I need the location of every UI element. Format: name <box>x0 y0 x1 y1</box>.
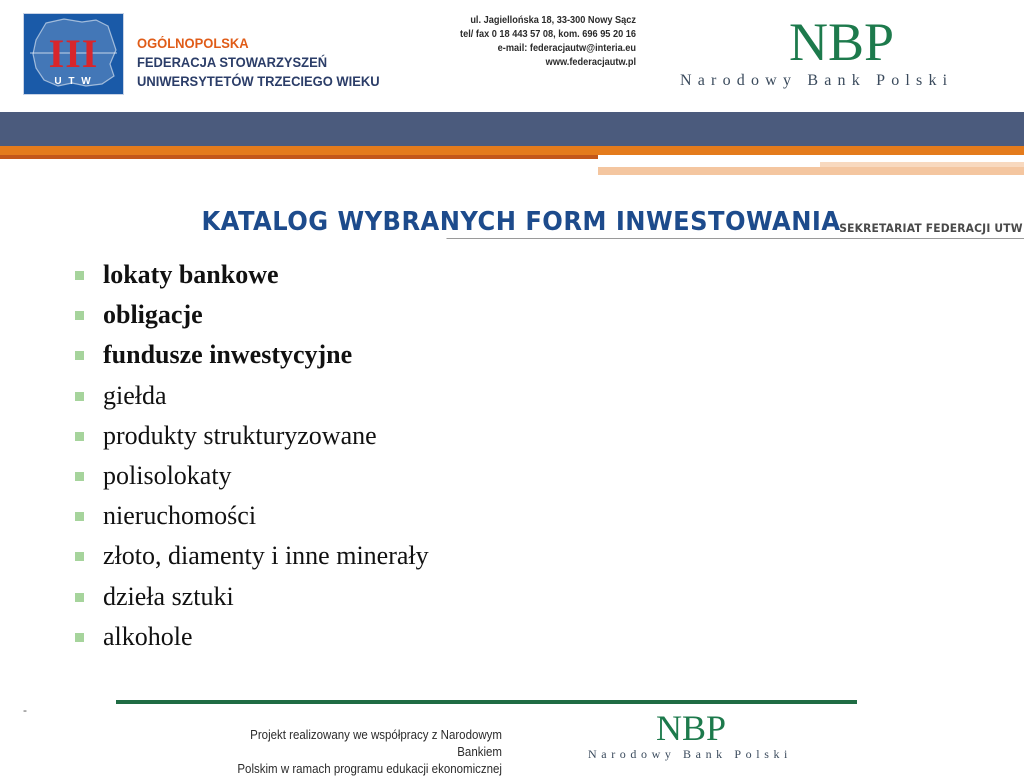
nbp-logo-acronym: NBP <box>789 12 895 72</box>
footer-project-line-1: Projekt realizowany we współpracy z Narodowym Bankiem <box>250 728 502 759</box>
list-item <box>74 335 429 375</box>
footer-divider <box>116 700 857 704</box>
square-bullet-icon <box>75 432 84 441</box>
list-item <box>74 577 429 617</box>
square-bullet-icon <box>75 351 84 360</box>
list-item-label: obligacje <box>103 300 203 330</box>
square-bullet-icon <box>75 311 84 320</box>
list-item <box>74 416 429 456</box>
square-bullet-icon <box>75 512 84 521</box>
header-bar-orange <box>0 146 1024 155</box>
footer-project-line-2: Polskim w ramach programu edukacji ekonomicznej <box>237 762 502 776</box>
list-item-label: nieruchomości <box>103 501 257 531</box>
list-item-label: dzieła sztuki <box>103 581 234 611</box>
federation-name-line-2: FEDERACJA STOWARZYSZEŃ <box>137 55 328 70</box>
secretariat-phone: tel/ fax 0 18 443 57 08, kom. 696 95 20 16 <box>460 29 636 40</box>
list-item <box>74 496 429 536</box>
utw-logo-numeral: III <box>48 31 99 76</box>
secretariat-title: SEKRETARIAT FEDERACJI UTW <box>446 221 1024 239</box>
secretariat-website: www.federacjautw.pl <box>545 57 636 68</box>
list-item <box>74 617 429 657</box>
header-bar-orange-dark <box>0 155 598 159</box>
header-bar-peach <box>598 167 1024 175</box>
investment-forms-list <box>74 255 429 657</box>
list-item <box>74 255 429 295</box>
square-bullet-icon <box>75 633 84 642</box>
footer-project-text <box>206 727 502 778</box>
utw-logo <box>23 13 124 95</box>
list-item <box>74 456 429 496</box>
secretariat-address: ul. Jagiellońska 18, 33-300 Nowy Sącz <box>470 15 636 26</box>
slide-title: KATALOG WYBRANYCH FORM INWESTOWANIA <box>201 207 841 237</box>
list-item <box>74 295 429 335</box>
list-item-label: polisolokaty <box>103 460 232 490</box>
nbp-footer-acronym: NBP <box>656 708 727 748</box>
square-bullet-icon <box>75 593 84 602</box>
list-item-label: giełda <box>103 380 167 410</box>
square-bullet-icon <box>75 552 84 561</box>
federation-name <box>137 34 406 91</box>
square-bullet-icon <box>75 271 84 280</box>
list-item-label: produkty strukturyzowane <box>103 420 377 450</box>
nbp-footer-name: Narodowy Bank Polski <box>588 747 792 761</box>
header-bar-blue <box>0 112 1024 146</box>
list-item-label: lokaty bankowe <box>103 260 279 289</box>
list-item <box>74 376 429 416</box>
nbp-logo-name: Narodowy Bank Polski <box>680 72 954 89</box>
square-bullet-icon <box>75 472 84 481</box>
federation-name-line-3: UNIWERSYTETÓW TRZECIEGO WIEKU <box>137 74 380 89</box>
list-item <box>74 536 429 576</box>
list-item-label: złoto, diamenty i inne minerały <box>103 541 429 571</box>
footer-dash: - <box>23 703 27 717</box>
list-item-label: fundusze inwestycyjne <box>103 340 353 370</box>
secretariat-email: e-mail: federacjautw@interia.eu <box>497 43 636 54</box>
list-item-label: alkohole <box>103 621 193 651</box>
federation-name-line-1: OGÓLNOPOLSKA <box>137 36 249 51</box>
square-bullet-icon <box>75 392 84 401</box>
utw-logo-caption: U T W <box>54 76 93 87</box>
